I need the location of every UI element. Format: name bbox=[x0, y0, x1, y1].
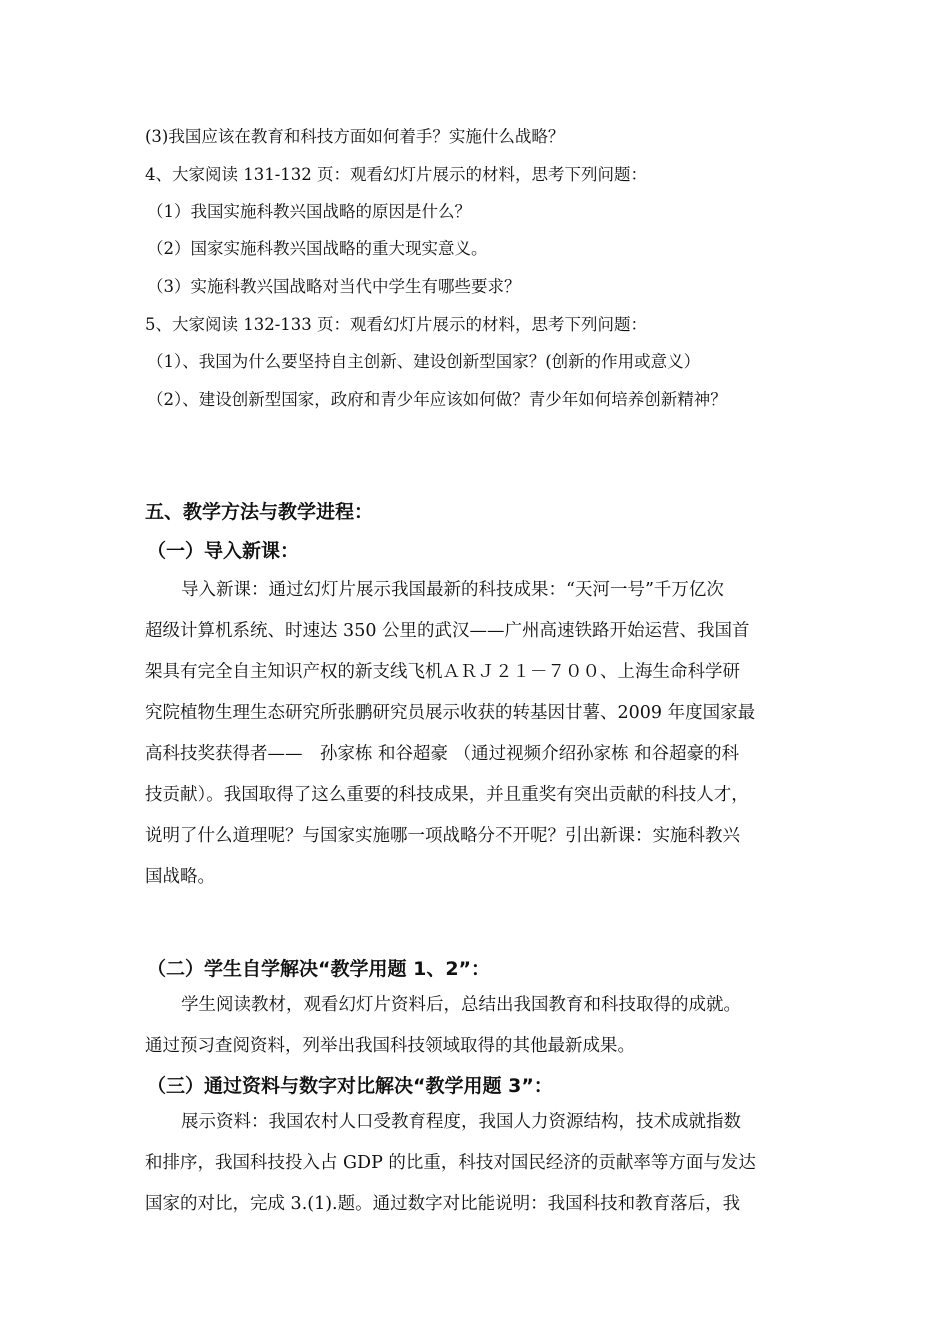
subsection-heading: （三）通过资料与数字对比解决“教学用题 3”： bbox=[147, 1075, 553, 1097]
subsection-heading: （二）学生自学解决“教学用题 1、2”： bbox=[147, 958, 491, 980]
question-line: 5、大家阅读 132-133 页：观看幻灯片展示的材料，思考下列问题： bbox=[145, 315, 648, 334]
paragraph-line: 通过预习查阅资料，列举出我国科技领域取得的其他最新成果。 bbox=[145, 1036, 635, 1056]
paragraph-line: 国战略。 bbox=[145, 867, 215, 887]
question-line: （3）实施科教兴国战略对当代中学生有哪些要求？ bbox=[147, 277, 521, 296]
subsection-heading: （一）导入新课： bbox=[147, 540, 300, 562]
paragraph-line: 展示资料：我国农村人口受教育程度，我国人力资源结构，技术成就指数 bbox=[181, 1112, 741, 1132]
question-line: （1）我国实施科教兴国战略的原因是什么？ bbox=[147, 202, 471, 221]
comparison-paragraph bbox=[145, 1102, 815, 1225]
paragraph-line: 高科技奖获得者—— 孙家栋 和谷超豪 （通过视频介绍孙家栋 和谷超豪的科 bbox=[145, 744, 740, 764]
paragraph-line: 架具有完全自主知识产权的新支线飞机ＡＲＪ２１－７００、上海生命科学研 bbox=[145, 662, 740, 682]
question-line: （2）国家实施科教兴国战略的重大现实意义。 bbox=[147, 239, 488, 258]
paragraph-line: 国家的对比，完成 3.(1).题。通过数字对比能说明：我国科技和教育落后，我 bbox=[145, 1194, 741, 1214]
intro-paragraph bbox=[145, 570, 815, 898]
paragraph-line: 学生阅读教材，观看幻灯片资料后，总结出我国教育和科技取得的成就。 bbox=[181, 995, 741, 1015]
paragraph-line: 说明了什么道理呢？与国家实施哪一项战略分不开呢？引出新课：实施科教兴 bbox=[145, 826, 740, 846]
paragraph-line: 技贡献）。我国取得了这么重要的科技成果，并且重奖有突出贡献的科技人才， bbox=[145, 785, 749, 805]
question-line: 4、大家阅读 131-132 页：观看幻灯片展示的材料，思考下列问题： bbox=[145, 165, 648, 184]
paragraph-line: 导入新课：通过幻灯片展示我国最新的科技成果：“天河一号”千万亿次 bbox=[181, 580, 724, 600]
question-line: （2）、建设创新型国家，政府和青少年应该如何做？青少年如何培养创新精神？ bbox=[147, 390, 727, 409]
paragraph-line: 究院植物生理生态研究所张鹏研究员展示收获的转基因甘薯、2009 年度国家最 bbox=[145, 703, 756, 723]
paragraph-line: 超级计算机系统、时速达 350 公里的武汉——广州高速铁路开始运营、我国首 bbox=[145, 621, 750, 641]
self-study-paragraph bbox=[145, 985, 815, 1067]
paragraph-line: 和排序，我国科技投入占 GDP 的比重，科技对国民经济的贡献率等方面与发达 bbox=[145, 1153, 756, 1173]
question-line: （1）、我国为什么要坚持自主创新、建设创新型国家？(创新的作用或意义） bbox=[147, 352, 701, 371]
section-heading: 五、教学方法与教学进程： bbox=[145, 501, 374, 523]
question-line: (3)我国应该在教育和科技方面如何着手？实施什么战略？ bbox=[145, 127, 565, 146]
